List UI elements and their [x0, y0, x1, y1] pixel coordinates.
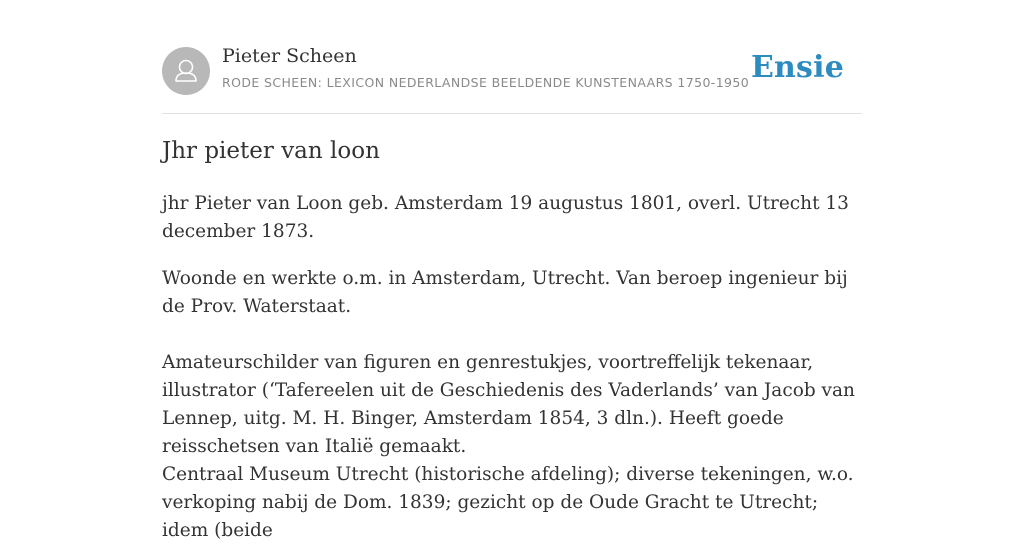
- article-paragraph: Amateurschilder van figuren en genrestukjes, voortreffelijk tekenaar, illustrator (‘Tafereelen uit de Geschiedenis des Vaderlands’ van Jacob van Lennep, uitg. M. H. Binger, Amsterdam 1854, 3 dln.). Heeft goede reisschetsen van Italië gemaakt.: [162, 352, 855, 457]
- author-name[interactable]: Pieter Scheen: [222, 45, 357, 67]
- ensie-logo[interactable]: Ensie: [750, 50, 844, 85]
- article-paragraph: Woonde en werkte o.m. in Amsterdam, Utrecht. Van beroep ingenieur bij de Prov. Waterstaat.: [162, 268, 848, 317]
- article-paragraph: jhr Pieter van Loon geb. Amsterdam 19 augustus 1801, overl. Utrecht 13 december 1873.: [162, 193, 849, 242]
- article-title: Jhr pieter van loon: [162, 138, 380, 164]
- page-content: [162, 0, 862, 541]
- article-paragraph: Centraal Museum Utrecht (historische afdeling); diverse tekeningen, w.o. verkoping nabij de Dom. 1839; gezicht op de Oude Gracht te Utrecht; idem (beide: [162, 464, 854, 541]
- source-label[interactable]: RODE SCHEEN: LEXICON NEDERLANDSE BEELDENDE KUNSTENAARS 1750-1950: [222, 75, 750, 90]
- article-header: [162, 0, 862, 114]
- user-avatar-icon[interactable]: [162, 47, 210, 95]
- person-outline-icon: [162, 47, 210, 95]
